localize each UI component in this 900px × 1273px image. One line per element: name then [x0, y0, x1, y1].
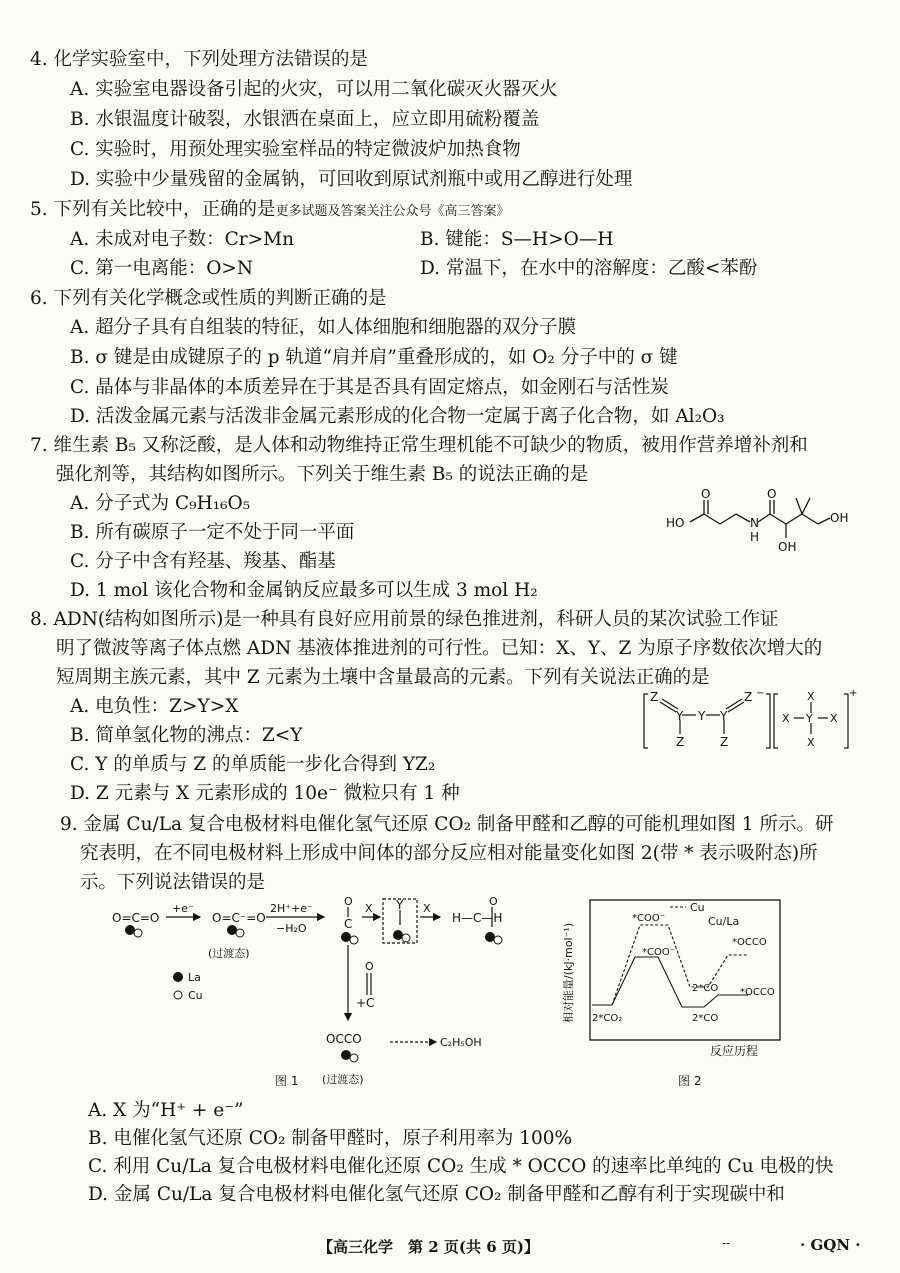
q4-option-a: A. 实验室电器设备引起的火灾，可以用二氧化碳灭火器灭火	[70, 79, 558, 100]
q5-option-b: B. 键能：S—H>O—H	[420, 229, 614, 250]
fig2-label-2co-cu: 2*CO	[692, 983, 719, 994]
fig2-label-occo-cula: *OCCO	[740, 987, 775, 998]
adn-plus: +	[849, 688, 858, 699]
q6-option-b: B. σ 键是由成键原子的 p 轨道“肩并肩”重叠形成的，如 O₂ 分子中的 σ 键	[70, 347, 678, 368]
q7-stem-line1: 7. 维生素 B₅ 又称泛酸，是人体和动物维持正常生理机能不可缺少的物质，被用作营养增补剂和	[30, 435, 808, 456]
adn-x1: X	[807, 690, 815, 703]
fig1-plus-o: O	[365, 960, 374, 973]
fig2-caption: 图 2	[678, 1074, 702, 1088]
q5-stem-text: 5. 下列有关比较中，正确的是	[30, 199, 276, 220]
fig2-label-occo-cu: *OCCO	[732, 937, 767, 948]
q8-option-d: D. Z 元素与 X 元素形成的 10e⁻ 微粒只有 1 种	[70, 783, 460, 804]
figure-2-energy-diagram	[560, 895, 790, 1095]
q7-option-d: D. 1 mol 该化合物和金属钠反应最多可以生成 3 mol H₂	[70, 580, 538, 601]
q5-promo-note: 更多试题及答案关注公众号《高三答案》	[275, 204, 510, 219]
b5-n-label: N	[750, 516, 759, 530]
q8-option-b: B. 简单氢化物的沸点：Z<Y	[70, 725, 303, 746]
fig1-ts1: (过渡态)	[208, 947, 250, 960]
q4-option-c: C. 实验时，用预处理实验室样品的特定微波炉加热食物	[70, 139, 521, 160]
adn-z2: Z	[744, 690, 753, 704]
q9-stem-line1: 9. 金属 Cu/La 复合电极材料电催化氢气还原 CO₂ 制备甲醛和乙醇的可能机理如图 1 所示。研	[60, 814, 834, 835]
footer-dash: --	[722, 1236, 731, 1250]
fig2-label-coo-cula: *COO⁻	[642, 947, 676, 958]
fig1-co2: O=C=O	[112, 911, 160, 925]
fig1-occo: OCCO	[326, 1032, 362, 1046]
footer-code: · GQN ·	[800, 1236, 861, 1254]
fig1-x1: X	[365, 902, 373, 915]
fig1-plus-c: +C	[356, 996, 375, 1010]
q9-option-b: B. 电催化氢气还原 CO₂ 制备甲醛时，原子利用率为 100%	[88, 1128, 573, 1149]
fig2-label-2co-cula: 2*CO	[692, 1013, 719, 1024]
adn-z4: Z	[720, 735, 729, 749]
adn-structure	[640, 688, 858, 754]
q5-option-a: A. 未成对电子数：Cr>Mn	[70, 229, 294, 250]
figure-1-mechanism	[100, 895, 540, 1100]
adn-y3: Y	[720, 709, 728, 723]
adn-z3: Z	[676, 735, 685, 749]
page-footer: 【高三化学 第 2 页(共 6 页)】	[318, 1238, 539, 1256]
adn-x2: X	[782, 712, 790, 725]
fig1-x2: X	[423, 902, 431, 915]
b5-h-label: H	[750, 530, 760, 544]
b5-oh2-label: OH	[830, 511, 849, 525]
fig2-legend-cula: Cu/La	[708, 915, 740, 928]
q9-stem-line3: 示。下列说法错误的是	[80, 872, 266, 893]
fig1-co-c: C	[344, 917, 353, 931]
fig1-ethanol: C₂H₅OH	[440, 1036, 482, 1049]
q6-option-c: C. 晶体与非晶体的本质差异在于其是否具有固定熔点，如金刚石与活性炭	[70, 377, 669, 398]
q6-option-a: A. 超分子具有自组装的特征，如人体细胞和细胞器的双分子膜	[70, 317, 577, 338]
fig1-legend-cu: Cu	[188, 989, 203, 1002]
adn-x4: X	[807, 736, 815, 749]
adn-y1: Y	[676, 709, 684, 723]
q4-option-b: B. 水银温度计破裂，水银洒在桌面上，应立即用硫粉覆盖	[70, 109, 540, 130]
fig1-hcho-o: O	[489, 895, 498, 908]
fig2-legend-cu: Cu	[690, 901, 705, 914]
q7-option-a: A. 分子式为 C₉H₁₆O₅	[70, 493, 251, 514]
b5-oh1-label: OH	[778, 540, 797, 554]
fig1-y-box: Y	[396, 898, 404, 912]
q8-stem-line1: 8. ADN(结构如图所示)是一种具有良好应用前景的绿色推进剂，科研人员的某次试验工作证	[30, 609, 779, 630]
adn-x3: X	[830, 712, 838, 725]
q4-option-d: D. 实验中少量残留的金属钠，可回收到原试剂瓶中或用乙醇进行处理	[70, 169, 633, 190]
adn-minus: −	[756, 688, 765, 699]
q8-option-a: A. 电负性：Z>Y>X	[70, 696, 239, 717]
q9-option-a: A. X 为“H⁺ + e⁻”	[88, 1100, 244, 1121]
q8-stem-line2: 明了微波等离子体点燃 ADN 基液体推进剂的可行性。已知：X、Y、Z 为原子序数依次增大的	[56, 638, 823, 659]
fig1-step2-top: 2H⁺+e⁻	[270, 902, 313, 915]
fig1-step2-bot: −H₂O	[276, 922, 307, 935]
q5-option-c: C. 第一电离能：O>N	[70, 258, 254, 279]
q7-stem-line2: 强化剂等，其结构如图所示。下列关于维生素 B₅ 的说法正确的是	[56, 464, 589, 485]
q7-option-b: B. 所有碳原子一定不处于同一平面	[70, 522, 355, 543]
adn-z1: Z	[650, 690, 659, 704]
q6-option-d: D. 活泼金属元素与活泼非金属元素形成的化合物一定属于离子化合物，如 Al₂O₃	[70, 406, 725, 427]
vitamin-b5-structure	[664, 488, 854, 566]
fig2-label-coo-cu: *COO⁻	[632, 913, 666, 924]
fig1-legend-la: La	[188, 971, 201, 984]
adn-y2: Y	[698, 709, 706, 723]
q8-stem-line3: 短周期主族元素，其中 Z 元素为土壤中含量最高的元素。下列有关说法正确的是	[56, 667, 710, 688]
b5-o2-label: O	[767, 488, 777, 501]
fig1-hcho: H—C—H	[452, 911, 503, 925]
adn-y4: Y	[806, 712, 813, 725]
fig1-co-o: O	[344, 895, 353, 908]
q8-option-c: C. Y 的单质与 Z 的单质能一步化合得到 YZ₂	[70, 754, 436, 775]
b5-ho-label: HO	[666, 516, 685, 530]
fig1-caption: 图 1	[275, 1074, 299, 1088]
q9-option-c: C. 利用 Cu/La 复合电极材料电催化还原 CO₂ 生成 * OCCO 的速率比单纯的 Cu 电极的快	[88, 1156, 834, 1177]
q4-stem: 4. 化学实验室中，下列处理方法错误的是	[30, 49, 369, 70]
q6-stem: 6. 下列有关化学概念或性质的判断正确的是	[30, 288, 387, 309]
q5-option-d: D. 常温下，在水中的溶解度：乙酸<苯酚	[420, 258, 758, 279]
b5-o1-label: O	[701, 488, 711, 501]
fig1-int1: O=C⁻=O	[212, 911, 266, 925]
q9-option-d: D. 金属 Cu/La 复合电极材料电催化氢气还原 CO₂ 制备甲醛和乙醇有利于实现碳中和	[88, 1184, 785, 1205]
q9-stem-line2: 究表明，在不同电极材料上形成中间体的部分反应相对能量变化如图 2(带 * 表示吸附态)所	[80, 843, 818, 864]
fig1-ts2: (过渡态)	[322, 1073, 364, 1086]
fig2-ylabel: 相对能量/(kJ·mol⁻¹)	[562, 922, 575, 1023]
q5-stem	[30, 197, 510, 225]
fig2-xlabel: 反应历程	[710, 1044, 759, 1058]
fig2-label-2co2: 2*CO₂	[592, 1013, 623, 1024]
q7-option-c: C. 分子中含有羟基、羧基、酯基	[70, 551, 336, 572]
fig1-step1: +e⁻	[172, 902, 194, 915]
